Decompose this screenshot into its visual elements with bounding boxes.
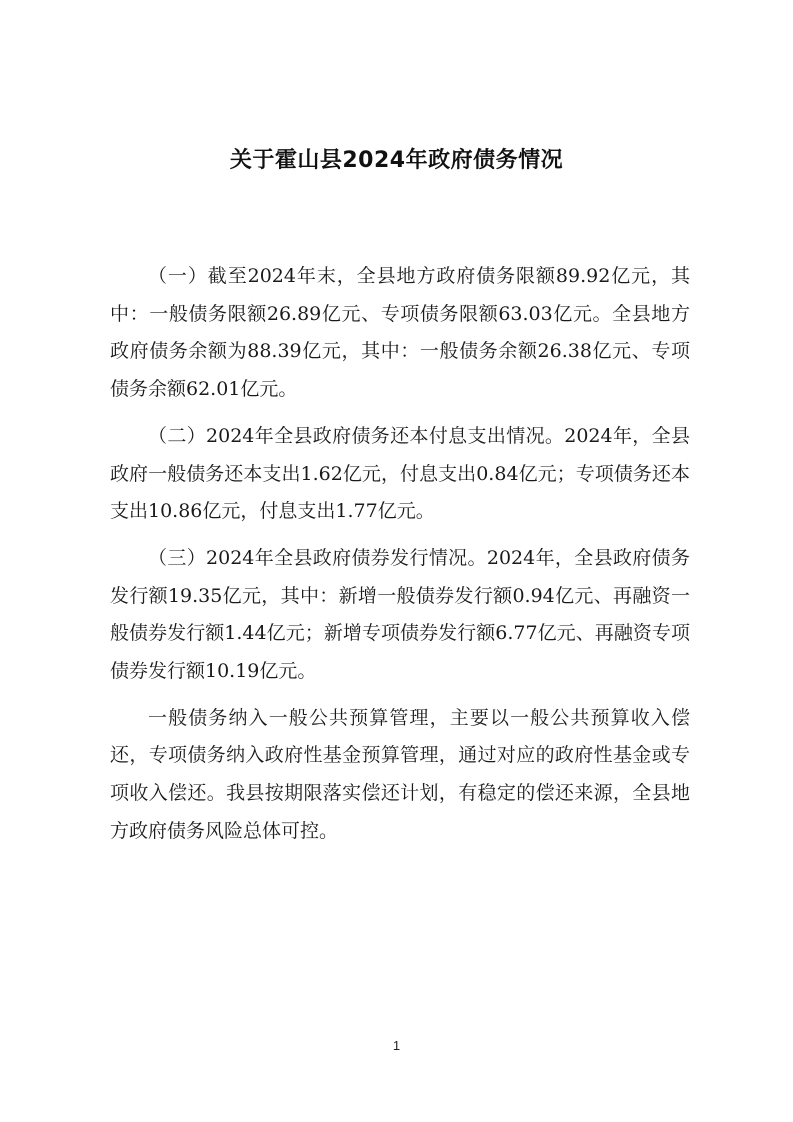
page-number: 1 xyxy=(392,1038,401,1053)
paragraph-debt-limit-balance: （一）截至2024年末，全县地方政府债务限额89.92亿元，其中：一般债务限额26.89亿元、专项债务限额63.03亿元。全县地方政府债务余额为88.39亿元，其中：一般债务余额26.38亿元、专项债务余额62.01亿元。 xyxy=(110,265,690,401)
paragraph-bond-issuance: （三）2024年全县政府债券发行情况。2024年，全县政府债务发行额19.35亿元，其中：新增一般债券发行额0.94亿元、再融资一般债券发行额1.44亿元；新增专项债券发行额6.77亿元、再融资专项债券发行额10.19亿元。 xyxy=(110,546,690,683)
document-body xyxy=(110,258,690,851)
paragraph-repayment-interest: （二）2024年全县政府债务还本付息支出情况。2024年，全县政府一般债务还本支出1.62亿元，付息支出0.84亿元；专项债务还本支出10.86亿元，付息支出1.77亿元。 xyxy=(110,424,690,523)
paragraph-debt-management: 一般债务纳入一般公共预算管理，主要以一般公共预算收入偿还，专项债务纳入政府性基金预算管理，通过对应的政府性基金或专项收入偿还。我县按期限落实偿还计划，有稳定的偿还来源，全县地方政府债务风险总体可控。 xyxy=(110,706,690,842)
document-title: 关于霍山县2024年政府债务情况 xyxy=(229,148,564,173)
